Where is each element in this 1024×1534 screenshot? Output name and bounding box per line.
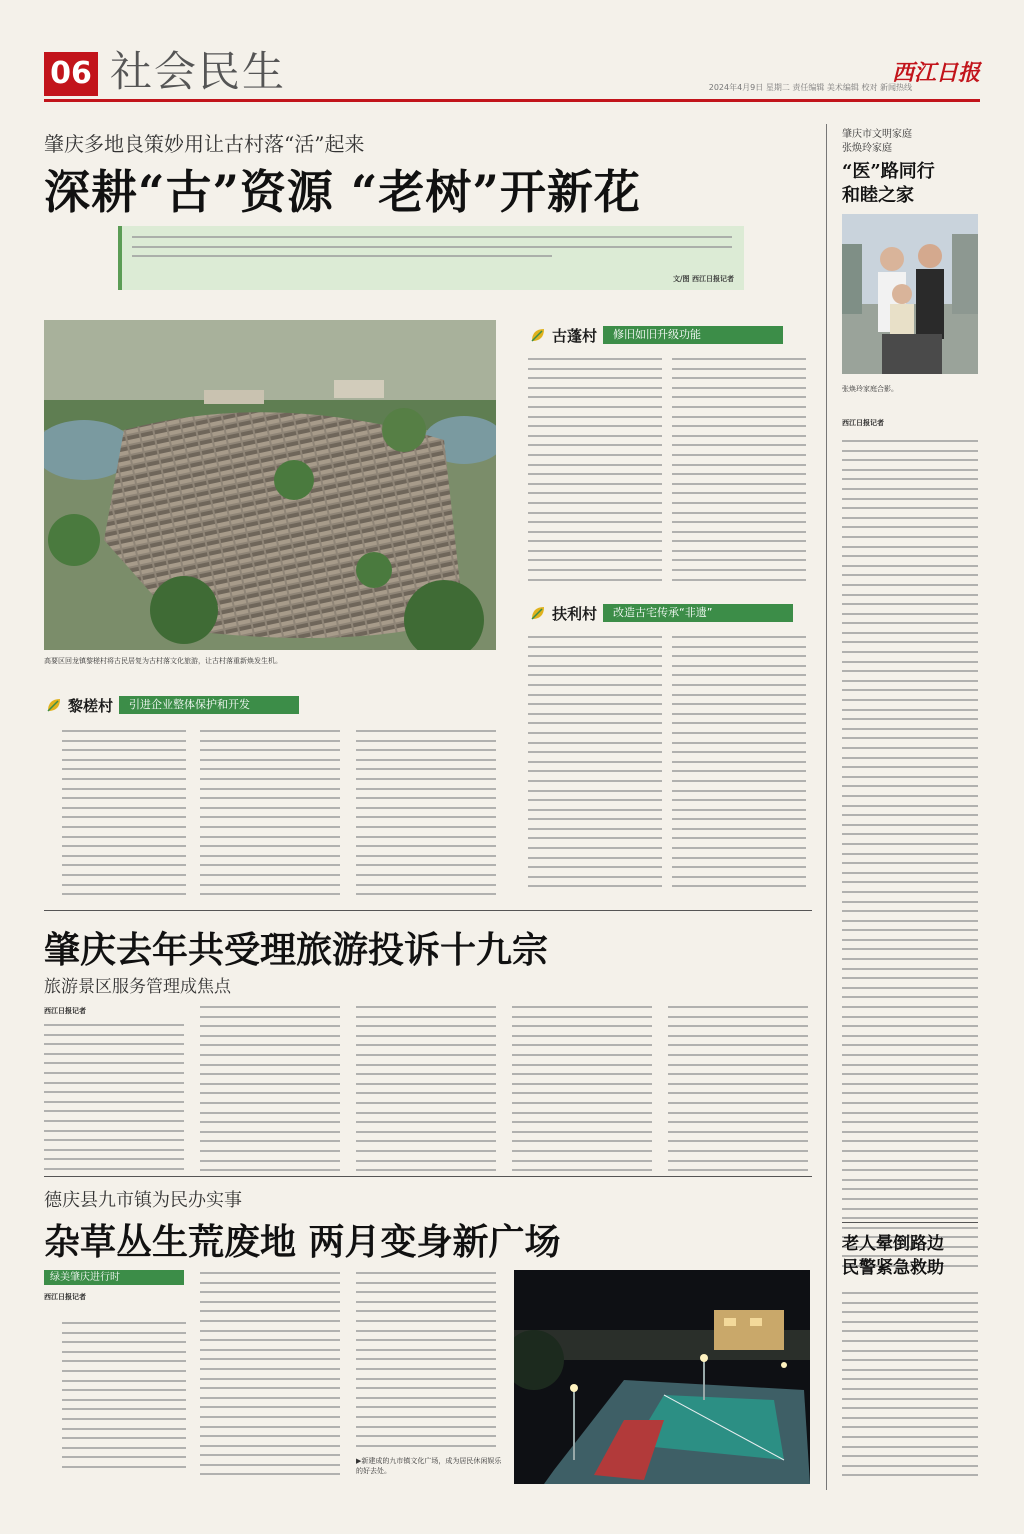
section-bar: 改造古宅传承“非遗” xyxy=(603,604,793,622)
gupeng-col2 xyxy=(672,358,806,588)
village-aerial-photo xyxy=(44,320,496,650)
main-headline: 深耕“古”资源 “老树”开新花 xyxy=(44,165,641,219)
section-bar: 修旧如旧升级功能 xyxy=(603,326,783,344)
sidebar-headline-2 xyxy=(842,1232,944,1280)
sidebar-headline xyxy=(842,160,935,208)
story2-subhead: 旅游景区服务管理成焦点 xyxy=(44,977,231,997)
leaf-icon xyxy=(44,695,64,715)
family-photo-caption: 张焕玲家庭合影。 xyxy=(842,385,898,393)
sidebar-byline: 西江日报记者 xyxy=(842,419,884,427)
square-photo-caption: ▶新建成的九市镇文化广场，成为居民休闲娱乐的好去处。 xyxy=(356,1457,502,1475)
story3-kicker: 德庆县九市镇为民办实事 xyxy=(44,1190,242,1211)
story2-col1 xyxy=(44,1024,184,1178)
sidebar2-body xyxy=(842,1292,978,1484)
story2-col3 xyxy=(356,1006,496,1179)
story2-headline: 肇庆去年共受理旅游投诉十九宗 xyxy=(44,929,549,971)
sidebar-headline-line: 和睦之家 xyxy=(842,185,914,206)
village-photo-caption: 高要区回龙镇黎槎村将古民居复为古村落文化旅游，让古村落重新焕发生机。 xyxy=(44,657,282,665)
section-bar: 引进企业整体保护和开发 xyxy=(119,696,299,714)
sidebar-headline2-line: 老人晕倒路边 xyxy=(842,1234,944,1254)
section-heading-licha xyxy=(44,694,299,716)
column-divider xyxy=(826,124,827,1490)
fuli-col2 xyxy=(672,636,806,895)
leaf-icon xyxy=(528,603,548,623)
masthead-info: 2024年4月9日 星期二 责任编辑 美术编辑 校对 新闻热线 xyxy=(708,83,912,92)
story2-byline: 西江日报记者 xyxy=(44,1007,86,1015)
sidebar-headline2-line: 民警紧急救助 xyxy=(842,1258,944,1278)
licha-col3 xyxy=(356,730,496,903)
masthead xyxy=(44,46,980,102)
section-name: 扶利村 xyxy=(552,604,598,623)
main-kicker: 肇庆多地良策妙用让古村落“活”起来 xyxy=(44,132,365,156)
story2-col4 xyxy=(512,1006,652,1179)
story2-col2 xyxy=(200,1006,340,1179)
divider xyxy=(44,1176,812,1177)
section-name: 古蓬村 xyxy=(552,326,598,345)
lead-byline: 文/图 西江日报记者 xyxy=(673,274,734,283)
newspaper-logo: 西江日报 xyxy=(891,60,980,86)
story2-col5 xyxy=(668,1006,808,1179)
page-number: 06 xyxy=(44,52,98,96)
divider xyxy=(842,1222,978,1223)
plaza-night-photo xyxy=(514,1270,810,1484)
sidebar-body xyxy=(842,440,978,1275)
divider xyxy=(44,910,812,911)
sidebar-headline-line: “医”路同行 xyxy=(842,161,935,182)
sidebar-kicker-line: 张焕玲家庭 xyxy=(842,143,892,154)
licha-col1 xyxy=(62,730,186,903)
sidebar-kicker-line: 肇庆市文明家庭 xyxy=(842,129,912,140)
fuli-col1 xyxy=(528,636,662,895)
story3-col3 xyxy=(356,1272,496,1454)
gupeng-col1 xyxy=(528,358,662,588)
licha-col2 xyxy=(200,730,340,903)
section-heading-fuli xyxy=(528,602,793,624)
leaf-icon xyxy=(528,325,548,345)
lead-box xyxy=(118,226,744,290)
section-heading-gupeng xyxy=(528,324,783,346)
sidebar-kicker xyxy=(842,128,912,156)
section-name: 黎槎村 xyxy=(68,696,114,715)
section-title: 社会民生 xyxy=(110,47,287,96)
story3-tag: 绿美肇庆进行时 xyxy=(44,1270,184,1285)
story3-headline: 杂草丛生荒废地 两月变身新广场 xyxy=(44,1221,561,1263)
story3-col1 xyxy=(62,1322,186,1476)
lead-text-lines xyxy=(132,236,732,265)
story3-col2 xyxy=(200,1272,340,1483)
story3-byline: 西江日报记者 xyxy=(44,1293,86,1301)
family-photo xyxy=(842,214,978,374)
